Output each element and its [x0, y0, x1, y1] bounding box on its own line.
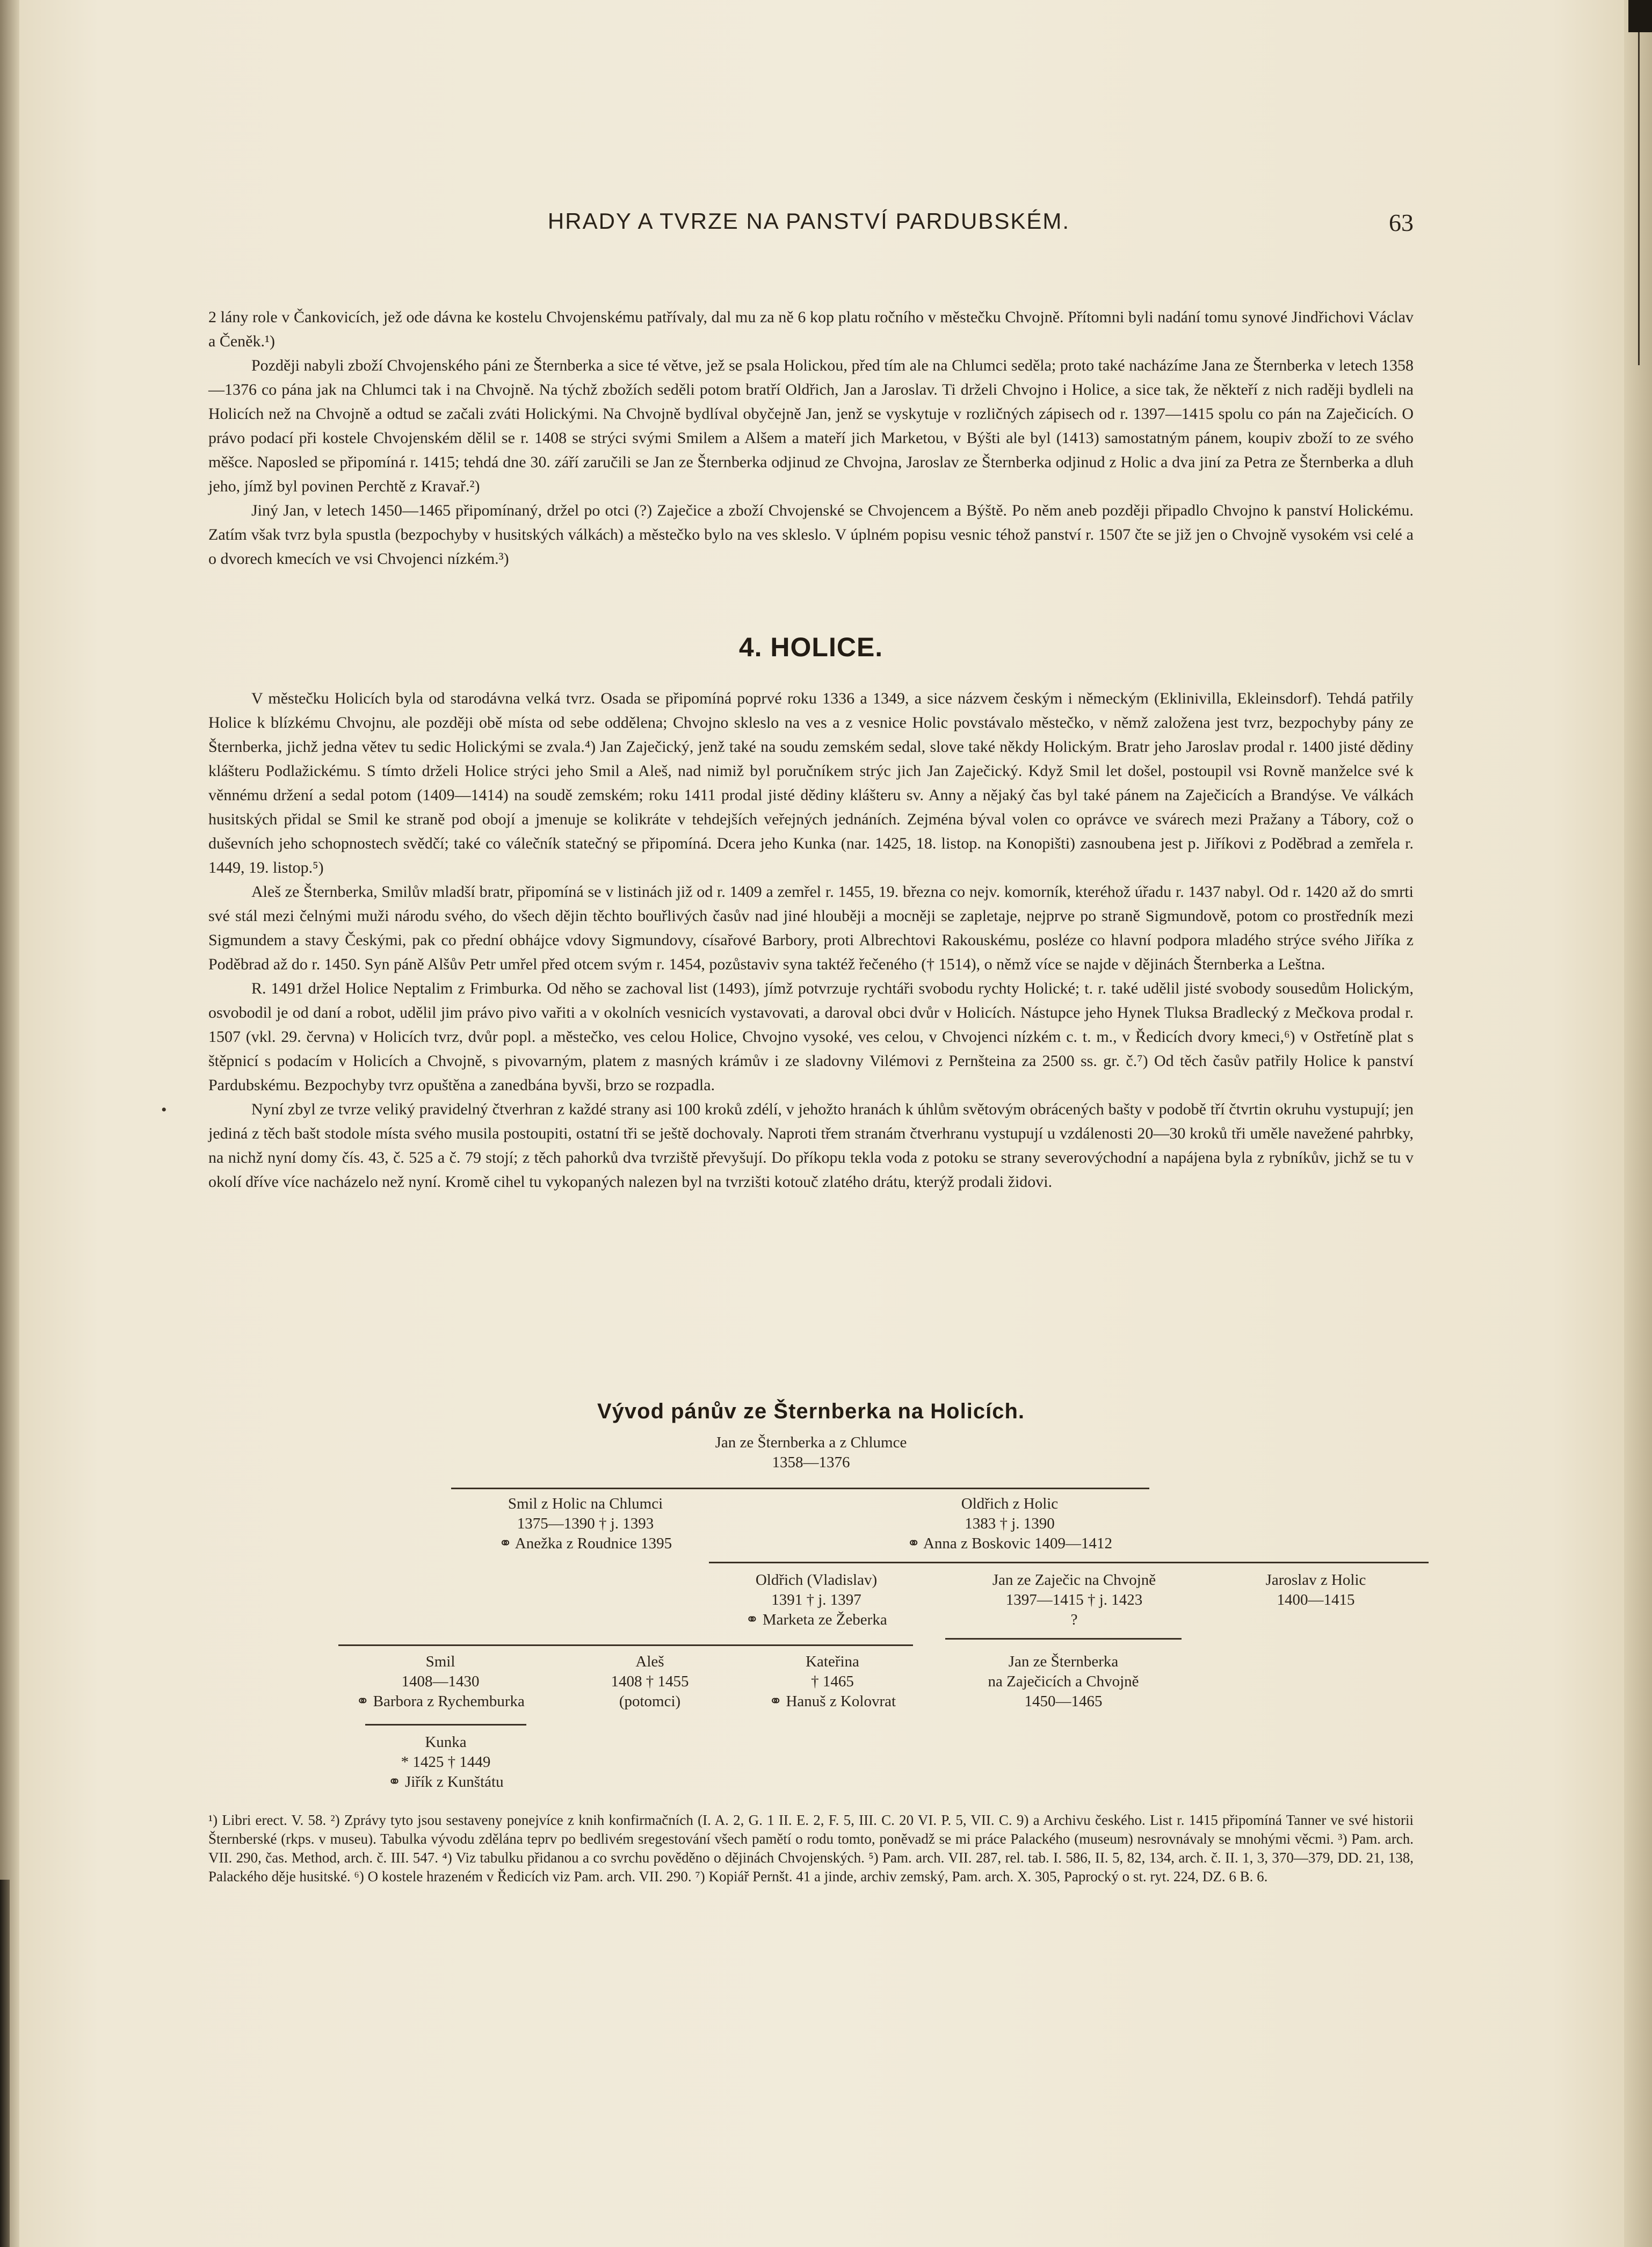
genealogy-node-jaroslav: Jaroslav z Holic 1400—1415 — [1265, 1571, 1366, 1608]
genealogy-node-oldrich-elder: Oldřich z Holic 1383 † j. 1390 ⚭ Anna z Boskovic 1409—1412 — [907, 1495, 1112, 1552]
paragraph: Aleš ze Šternberka, Smilův mladší bratr, připomíná se v listinách již od r. 1409 a zemřel r. 1455, 19. března co nejv. komorník, kteréhož úřadu r. 1437 nabyl. Od r. 1420 až do smrti své stál mezi čelnými muži národu svého, do všech dějin těchto bouřlivých časův nad jiné hlouběji a mocněji se zapletaje, nejprve po straně Sigmundově, potom co prostředník mezi Sigmundem a stavy Českými, pak co přední obhájce vdovy Sigmundovy, císařové Barbory, proti Albrechtovi Rakouskému, posléze co hlavní podpora mladého strýce svého Jiříka z Poděbrad až do r. 1450. Syn páně Alšův Petr umřel před otcem svým r. 1454, pozůstaviv syna taktéž řečeného († 1514), o němž více se najde v dějinách Šternberka a Leštna. — [208, 883, 1414, 973]
section-heading: 4. HOLICE. — [738, 632, 883, 662]
footnote-text: ¹) Libri erect. V. 58. ²) Zprávy tyto jsou sestaveny ponejvíce z knih konfirmačních (I. A. 2, G. 1 II. E. 2, F. 5, III. C. 20 VI. P. 5, VII. C. 9) a Archivu českého. List r. 1415 připomíná Tanner ve své historii Šternberské (rkps. v museu). Tabulka vývodu zdělána teprv po bedlivém sregestování všech pamětí o rodu tomto, poněvadž se mi práce Palackého (museum) nesrovnávaly se mnohými věcmi. ³) Pam. arch. VII. 290, čas. Method, arch. č. III. 547. ⁴) Viz tabulku přidanou a co svrchu pověděno o dějinách Chvojenských. ⁵) Pam. arch. VII. 287, rel. tab. I. 586, II. 5, 82, 134, arch. č. II. 1, 3, 370—379, DD. 21, 138, Palackého děje husitské. ⁶) O kostele hrazeném v Ředicích viz Pam. arch. VII. 290. ⁷) Kopiář Pernšt. 41 a jinde, archiv zemský, Pam. arch. X. 305, Paprocký o st. ryt. 224, DZ. 6 B. 6. — [208, 1812, 1414, 1884]
holice-text — [208, 686, 1414, 1194]
intro-text — [208, 305, 1414, 571]
running-title: HRADY A TVRZE NA PANSTVÍ PARDUBSKÉM. — [547, 208, 1070, 234]
genealogy-node-jan-zajecic: Jan ze Zaječic na Chvojně 1397—1415 † j. 1423 ? — [992, 1571, 1156, 1628]
genealogy-node-smil: Smil 1408—1430 ⚭ Barbora z Rychemburka — [356, 1653, 525, 1710]
genealogy-node-katerina: Kateřina † 1465 ⚭ Hanuš z Kolovrat — [769, 1653, 896, 1710]
genealogy-title: Vývod pánův ze Šternberka na Holicích. — [597, 1400, 1025, 1423]
paragraph: V městečku Holicích byla od starodávna velká tvrz. Osada se připomíná poprvé roku 1336 a 1349, a sice názvem českým i německým (Eklinivilla, Ekleinsdorf). Tehdá patřily Holice k blízkému Chvojnu, ale později obě místa od sebe oddělena; Chvojno skleslo na ves a z vesnice Holic povstávalo městečko, v němž založena jest tvrz, bezpochyby pány ze Šternberka, jichž jedna větev tu sedic Holickými se zvala.⁴) Jan Zaječický, jenž také na soudu zemském sedal, slove také někdy Holickým. Bratr jeho Jaroslav prodal r. 1400 jisté dědiny klášteru Podlažickému. S tímto drželi Holice strýci jeho Smil a Aleš, nad nimiž byl poručníkem strýc jich Jan Zaječický. Když Smil let došel, postoupil vsi Rovně manželce své k věnnému držení a sedal potom (1409—1414) na soudě zemském; roku 1411 prodal jisté dědiny klášteru sv. Anny a nějaký čas byl také pánem na Zaječicích a Brandýse. Ve válkách husitských přidal se Smil ke straně pod obojí a jmenuje se kolikráte v tehdejších veřejných jednáních. Zejména býval volen co oprávce ve svárech mezi Pražany a Tábory, což o duševních jeho schopnostech svědčí; také co válečník statečný se připomíná. Dcera jeho Kunka (nar. 1425, 18. listop. na Konopišti) zasnoubena jest p. Jiříkovi z Poděbrad a zemřela r. 1449, 19. listop.⁵) — [208, 690, 1414, 876]
genealogy-connector — [709, 1562, 1429, 1563]
genealogy-connector — [338, 1644, 913, 1646]
paragraph: Jiný Jan, v letech 1450—1465 připomínaný, držel po otci (?) Zaječice a zboží Chvojenské se Chvojencem a Býště. Po něm aneb později připadlo Chvojno k panství Holickému. Zatím však tvrz byla spustla (bezpochyby v husitských válkách) a městečko bylo na ves skleslo. V úplném popisu vesnic téhož panství r. 1507 čte se již jen o Chvojně vysokém vsi celé a o dvorech kmecích ve vsi Chvojenci nízkém.³) — [208, 502, 1414, 568]
genealogy-node-jan: Jan ze Šternberka a z Chlumce 1358—1376 — [715, 1434, 907, 1471]
genealogy-node-kunka: Kunka * 1425 † 1449 ⚭ Jiřík z Kunštátu — [388, 1734, 504, 1791]
page-number: 63 — [1389, 209, 1414, 236]
spine-shadow — [0, 1880, 10, 2247]
genealogy-connector — [945, 1638, 1182, 1640]
paragraph: R. 1491 držel Holice Neptalim z Frimburka. Od něho se zachoval list (1493), jímž potvrzuje rychtáři svobodu rychty Holické; t. r. také udělil jisté svobody sousedům Holickým, osvobodil je od daní a robot, udělil jim právo pivo vařiti a v okolních vesnicích vystavovati, a daroval obci dvůr v Holicích. Nástupce jeho Hynek Tluksa Bradlecký z Mečkova prodal r. 1507 (vkl. 29. června) v Holicích tvrz, dvůr popl. a městečko, ves celou Holice, Chvojno vysoké, ves celou, v Chvojenci nízkém c. t. m., v Ředicích dvory kmeci,⁶) v Ostřetíně plat s štěpnicí s podacím v Holicích a Chvojně, s pivovarným, platem z masných krámův i ze sladovny Vilémovi z Pernšteina za 2500 ss. gr. č.⁷) Od těch časův patřily Holice k panství Pardubskému. Bezpochyby tvrz opuštěna a zanedbána byvši, brzo se rozpadla. — [208, 980, 1414, 1094]
paragraph: Nyní zbyl ze tvrze veliký pravidelný čtverhran z každé strany asi 100 kroků zdélí, v jehožto hranách k úhlům světovým obrácených bašty v podobě tří čtvrtin okruhu vystupují; jen jediná z těch bašt stodole místa svého musila postoupiti, ostatní tři se ještě dochovaly. Naproti třem stranám čtverhranu vystupují u vzdálenosti 20—30 kroků tři uměle navežené pahrbky, na nichž nyní domy čís. 43, č. 525 a č. 79 stojí; z těch pahorků dva tvrziště převyšují. Do příkopu tekla voda z potoku se strany severovýchodní a napájena byla z rybníkův, jichž se tu v okolí dříve více nacházelo než nyní. Kromě cihel tu vykopaných nalezen byl na tvrzišti kotouč zlatého drátu, kterýž prodali židovi. — [208, 1100, 1414, 1191]
paragraph: Později nabyli zboží Chvojenského páni ze Šternberka a sice té větve, jež se psala Holickou, před tím ale na Chlumci seděla; proto také nacházíme Jana ze Šternberka v letech 1358—1376 co pána jak na Chlumci tak i na Chvojně. Na týchž zbožích seděli potom bratří Oldřich, Jan a Jaroslav. Ti drželi Chvojno i Holice, a sice tak, že někteří z nich raději bydleli na Holicích než na Chvojně a odtud se začali zváti Holickými. Na Chvojně bydlíval obyčejně Jan, jenž se vyskytuje v rozličných zápisech od r. 1397—1415 spolu co pán na Zaječicích. O právo podací při kostele Chvojenském dělil se r. 1408 se strýci svými Smilem a Alšem a mateří jich Marketou, v Býšti ale byl (1413) samostatným pánem, koupiv zboží to ze svého měšce. Naposled se připomíná r. 1415; tehdá dne 30. září zaručili se Jan ze Šternberka odjinud ze Chvojna, Jaroslav ze Šternberka odjinud z Holic a dva jiní za Petra ze Šternberka a dluh jeho, jímž byl povinen Perchtě z Kravař.²) — [208, 357, 1414, 495]
footnotes — [208, 1811, 1414, 1886]
paragraph: 2 lány role v Čankovicích, jež ode dávna ke kostelu Chvojenskému patřívaly, dal mu za ně 6 kop platu ročního v městečku Chvojně. Přítomni byli nadání tomu synové Jindřichovi Václav a Čeněk.¹) — [208, 308, 1414, 350]
genealogy-connector — [451, 1488, 1149, 1489]
genealogy-connector — [365, 1724, 526, 1726]
genealogy-node-smil-elder: Smil z Holic na Chlumci 1375—1390 † j. 1393 ⚭ Anežka z Roudnice 1395 — [498, 1495, 672, 1552]
genealogy-node-ales: Aleš 1408 † 1455 (potomci) — [611, 1653, 689, 1710]
margin-dot: • — [161, 1101, 167, 1119]
page-edge-mark — [1624, 0, 1652, 2247]
genealogy-node-jan-sternberk: Jan ze Šternberka na Zaječicích a Chvojně 1450—1465 — [988, 1653, 1139, 1710]
page-header — [204, 208, 1414, 246]
genealogy-node-oldrich-vladislav: Oldřich (Vladislav) 1391 † j. 1397 ⚭ Marketa ze Žeberka — [745, 1571, 887, 1628]
